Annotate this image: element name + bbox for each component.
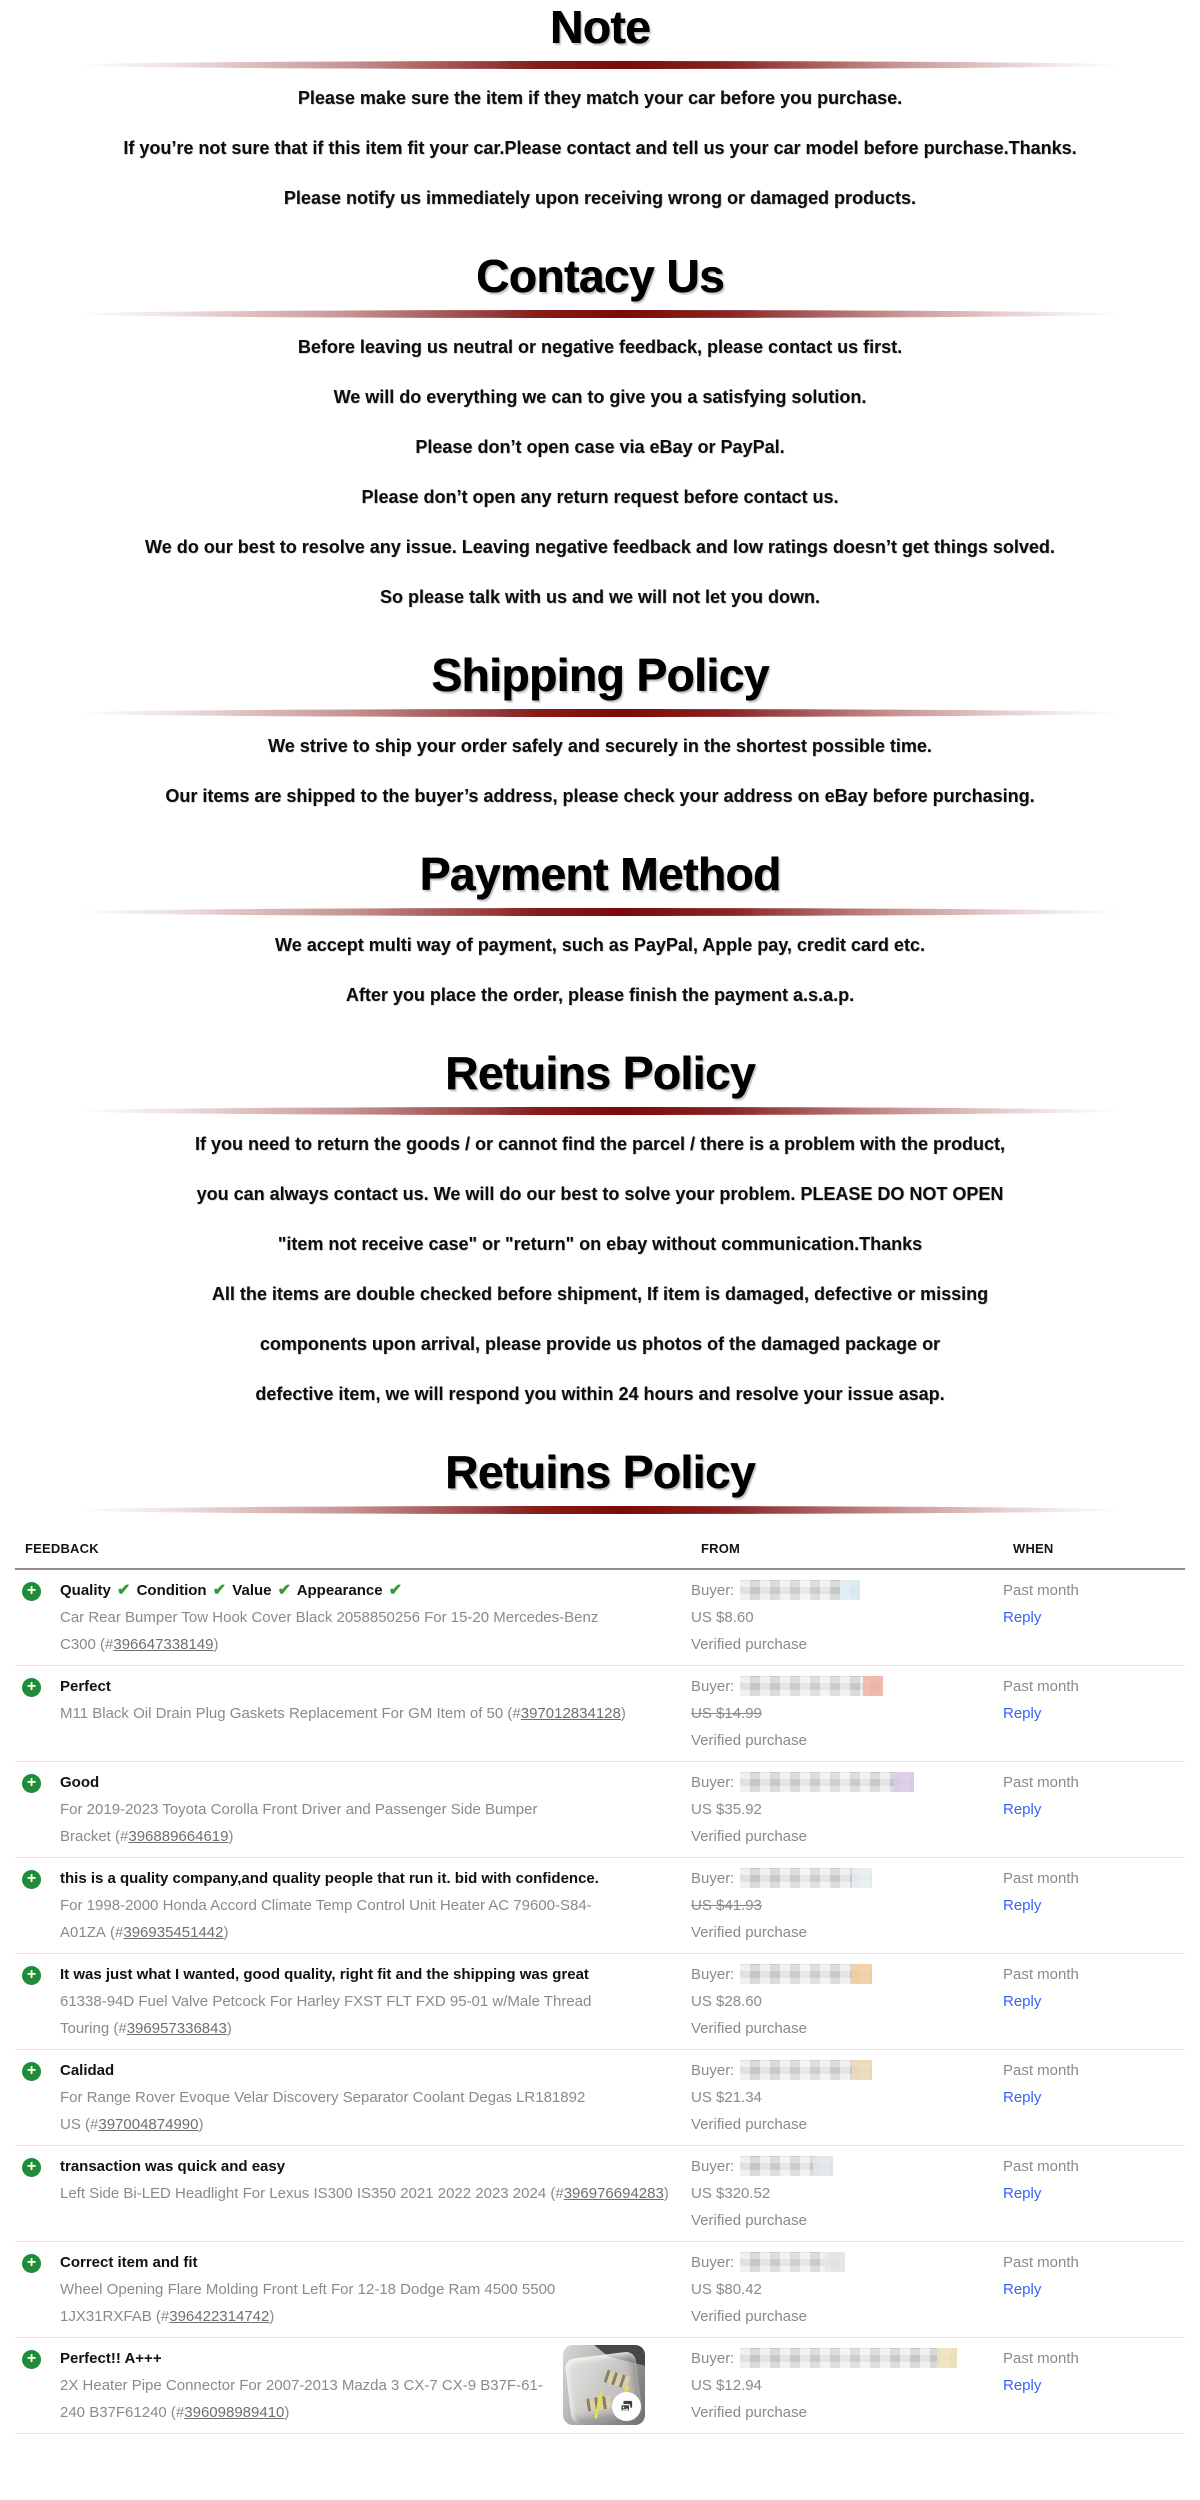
feedback-rating-cell — [15, 2345, 60, 2426]
item-number-link[interactable]: 397004874990 — [98, 2116, 199, 2133]
buyer-name-blur-tint — [852, 2060, 872, 2080]
feedback-title: Perfect — [60, 1678, 111, 1695]
buyer-name-blur-tint — [852, 1964, 872, 1984]
feedback-date: Past month — [1003, 1774, 1079, 1791]
check-icon: ✔ — [388, 1582, 403, 1599]
buyer-name-blur-tint — [813, 2156, 833, 2176]
feedback-photo-thumbnail[interactable] — [563, 2345, 645, 2425]
feedback-row — [15, 1666, 1185, 1762]
buyer-name-blurred — [740, 1580, 860, 1600]
reply-link[interactable]: Reply — [1003, 2281, 1042, 2298]
reply-link[interactable]: Reply — [1003, 2185, 1042, 2202]
verified-purchase-label: Verified purchase — [691, 2308, 807, 2325]
verified-purchase-label: Verified purchase — [691, 2212, 807, 2229]
item-number-suffix: ) — [198, 2116, 204, 2133]
section-underline — [75, 61, 1125, 69]
feedback-item-description — [60, 2276, 673, 2330]
feedback-rating-cell — [15, 2057, 60, 2138]
item-number-suffix: ) — [213, 1636, 219, 1653]
item-number-prefix: (# — [166, 2404, 185, 2421]
buyer-name-blur-tint — [863, 1676, 883, 1696]
section-paragraphs — [0, 935, 1200, 1005]
when-cell — [1003, 2153, 1185, 2234]
feedback-cell — [60, 2057, 691, 2138]
positive-feedback-icon: + — [22, 1870, 41, 1889]
policy-paragraph: We strive to ship your order safely and securely in the shortest possible time. — [268, 736, 932, 756]
buyer-name-blurred — [740, 1868, 872, 1888]
policy-paragraph: "item not receive case" or "return" on ebay without communication.Thanks — [277, 1234, 923, 1254]
section-paragraphs — [0, 1134, 1200, 1404]
feedback-item-description — [60, 1892, 673, 1946]
item-number-prefix: (# — [546, 2185, 564, 2202]
section-underline — [75, 310, 1125, 318]
feedback-text — [60, 2153, 673, 2207]
feedback-text — [60, 2249, 673, 2330]
policy-paragraph: After you place the order, please finish the payment a.s.a.p. — [345, 985, 855, 1005]
feedback-date: Past month — [1003, 1678, 1079, 1695]
column-header-from: FROM — [701, 1541, 741, 1556]
positive-feedback-icon: + — [22, 1966, 41, 1985]
feedback-date: Past month — [1003, 1966, 1079, 1983]
feedback-row — [15, 1954, 1185, 2050]
buyer-label: Buyer: — [691, 1582, 735, 1599]
item-description-text: 2X Heater Pipe Connector For 2007-2013 Mazda 3 CX-7 CX-9 B37F-61-240 B37F61240 — [60, 2377, 543, 2421]
feedback-item-description — [60, 2084, 673, 2138]
feedback-row — [15, 1570, 1185, 1666]
buyer-label: Buyer: — [691, 2062, 735, 2079]
feedback-date: Past month — [1003, 2254, 1079, 2271]
policy-paragraph: defective item, we will respond you within 24 hours and resolve your issue asap. — [255, 1384, 945, 1404]
verified-purchase-label: Verified purchase — [691, 2404, 807, 2421]
item-number-suffix: ) — [228, 1828, 234, 1845]
policy-paragraph: So please talk with us and we will not let you down. — [379, 587, 821, 607]
from-cell — [691, 1961, 1003, 2042]
buyer-label: Buyer: — [691, 1966, 735, 1983]
feedback-text — [60, 1865, 673, 1946]
policy-paragraph: All the items are double checked before shipment, If item is damaged, defective or missing — [211, 1284, 989, 1304]
from-cell — [691, 2153, 1003, 2234]
buyer-label: Buyer: — [691, 1678, 735, 1695]
feedback-title: Correct item and fit — [60, 2254, 198, 2271]
buyer-name-blurred — [740, 1964, 872, 1984]
policy-sections — [0, 1, 1200, 1514]
feedback-item-description — [60, 1700, 673, 1727]
item-description-text: For Range Rover Evoque Velar Discovery Separator Coolant Degas LR181892 US — [60, 2089, 586, 2133]
from-cell — [691, 1673, 1003, 1754]
policy-paragraph: Before leaving us neutral or negative feedback, please contact us first. — [297, 337, 903, 357]
buyer-name-blurred — [740, 2060, 872, 2080]
buyer-name-blur-tint — [840, 1580, 860, 1600]
feedback-rows — [15, 1570, 1185, 2434]
buyer-line — [691, 1769, 1003, 1796]
item-number-suffix: ) — [620, 1705, 626, 1722]
feedback-item-description — [60, 2372, 563, 2426]
purchase-price: US $320.52 — [691, 2185, 771, 2202]
reply-link[interactable]: Reply — [1003, 2089, 1042, 2106]
feedback-date: Past month — [1003, 2158, 1079, 2175]
positive-feedback-icon: + — [22, 1678, 41, 1697]
when-cell — [1003, 1865, 1185, 1946]
purchase-price: US $12.94 — [691, 2377, 762, 2394]
item-number-prefix: (# — [110, 1828, 129, 1845]
policy-paragraph: Please notify us immediately upon receiving wrong or damaged products. — [283, 188, 917, 208]
item-description-text: M11 Black Oil Drain Plug Gaskets Replacement For GM Item of 50 — [60, 1705, 504, 1722]
section-title: Retuins Policy — [445, 1047, 755, 1099]
policy-paragraph: you can always contact us. We will do our best to solve your problem. PLEASE DO NOT OPEN — [196, 1184, 1004, 1204]
feedback-table-header — [15, 1541, 1185, 1570]
buyer-label: Buyer: — [691, 2254, 735, 2271]
buyer-line — [691, 1673, 1003, 1700]
positive-feedback-icon: + — [22, 2062, 41, 2081]
feedback-table — [15, 1541, 1185, 2434]
buyer-line — [691, 1865, 1003, 1892]
section-title: Note — [549, 1, 651, 53]
buyer-name-blurred — [740, 1772, 914, 1792]
section-title: Contacy Us — [475, 250, 725, 302]
from-cell — [691, 2345, 1003, 2426]
feedback-row — [15, 2242, 1185, 2338]
buyer-line — [691, 2249, 1003, 2276]
item-number-link[interactable]: 396976694283 — [563, 2185, 664, 2202]
feedback-text — [60, 1673, 673, 1727]
item-number-suffix: ) — [663, 2185, 669, 2202]
section-title: Retuins Policy — [445, 1446, 755, 1498]
photo-count-badge — [612, 2392, 641, 2421]
policy-paragraph: components upon arrival, please provide us photos of the damaged package or — [259, 1334, 941, 1354]
column-header-feedback: FEEDBACK — [25, 1541, 99, 1556]
section-underline — [75, 1506, 1125, 1514]
item-number-link[interactable]: 396422314742 — [169, 2308, 270, 2325]
feedback-title: Calidad — [60, 2062, 115, 2079]
item-number-prefix: (# — [503, 1705, 521, 1722]
reply-link[interactable]: Reply — [1003, 1609, 1042, 1626]
reply-link[interactable]: Reply — [1003, 1993, 1042, 2010]
policy-paragraph: We do our best to resolve any issue. Leaving negative feedback and low ratings doesn’t get things solved. — [145, 537, 1055, 557]
buyer-label: Buyer: — [691, 1870, 735, 1887]
feedback-date: Past month — [1003, 2062, 1079, 2079]
buyer-name-blurred — [740, 2348, 957, 2368]
section-title: Shipping Policy — [431, 649, 769, 701]
feedback-text — [60, 2345, 563, 2426]
policy-paragraph: Please make sure the item if they match your car before you purchase. — [297, 88, 903, 108]
feedback-rating-cell — [15, 2153, 60, 2234]
item-description-text: Left Side Bi-LED Headlight For Lexus IS300 IS350 2021 2022 2023 2024 — [60, 2185, 547, 2202]
section-underline — [75, 908, 1125, 916]
purchase-price: US $21.34 — [691, 2089, 762, 2106]
buyer-name-blurred — [740, 2252, 845, 2272]
feedback-item-description — [60, 1604, 673, 1658]
buyer-line — [691, 2153, 1003, 2180]
feedback-rating-cell — [15, 1769, 60, 1850]
item-number-prefix: (# — [105, 1924, 124, 1941]
positive-feedback-icon: + — [22, 1774, 41, 1793]
policy-paragraph: Please don’t open case via eBay or PayPal. — [415, 437, 785, 457]
feedback-title: Good — [60, 1774, 100, 1791]
purchase-price: US $35.92 — [691, 1801, 762, 1818]
item-number-link[interactable]: 396889664619 — [128, 1828, 229, 1845]
feedback-rating-cell — [15, 1865, 60, 1946]
item-number-link[interactable]: 396647338149 — [113, 1636, 214, 1653]
buyer-line — [691, 2345, 1003, 2372]
feedback-text — [60, 2057, 673, 2138]
column-header-when: WHEN — [1013, 1541, 1054, 1556]
verified-purchase-label: Verified purchase — [691, 1924, 807, 1941]
feedback-item-description — [60, 2180, 673, 2207]
feedback-title: transaction was quick and easy — [60, 2158, 286, 2175]
positive-feedback-icon: + — [22, 2350, 41, 2369]
policy-section — [0, 1446, 1200, 1514]
item-number-suffix: ) — [223, 1924, 229, 1941]
feedback-title: It was just what I wanted, good quality, right fit and the shipping was great — [60, 1966, 589, 1983]
feedback-rating-cell — [15, 1961, 60, 2042]
buyer-label: Buyer: — [691, 2158, 735, 2175]
feedback-item-description — [60, 1796, 673, 1850]
section-underline — [75, 1107, 1125, 1115]
item-description-text: For 2019-2023 Toyota Corolla Front Driver and Passenger Side Bumper Bracket — [60, 1801, 538, 1845]
feedback-rating-cell — [15, 2249, 60, 2330]
verified-purchase-label: Verified purchase — [691, 1636, 807, 1653]
policy-section — [0, 1047, 1200, 1404]
verified-purchase-label: Verified purchase — [691, 1732, 807, 1749]
feedback-row — [15, 1858, 1185, 1954]
feedback-row — [15, 1762, 1185, 1858]
feedback-item-description — [60, 1988, 673, 2042]
positive-feedback-icon: + — [22, 2254, 41, 2273]
when-cell — [1003, 1673, 1185, 1754]
feedback-date: Past month — [1003, 2350, 1079, 2367]
section-title: Payment Method — [419, 848, 781, 900]
when-cell — [1003, 1577, 1185, 1658]
item-number-link[interactable]: 397012834128 — [520, 1705, 621, 1722]
section-paragraphs — [0, 88, 1200, 208]
purchase-price: US $28.60 — [691, 1993, 762, 2010]
feedback-rating-cell — [15, 1673, 60, 1754]
when-cell — [1003, 1769, 1185, 1850]
when-cell — [1003, 2057, 1185, 2138]
feedback-cell — [60, 1577, 691, 1658]
reply-link[interactable]: Reply — [1003, 1801, 1042, 1818]
item-number-suffix: ) — [269, 2308, 275, 2325]
purchase-price: US $41.93 — [691, 1897, 762, 1914]
item-description-text: For 1998-2000 Honda Accord Climate Temp Control Unit Heater AC 79600-S84-A01ZA — [60, 1897, 592, 1941]
when-cell — [1003, 2345, 1185, 2426]
feedback-cell — [60, 2153, 691, 2234]
reply-link[interactable]: Reply — [1003, 1897, 1042, 1914]
from-cell — [691, 1769, 1003, 1850]
policy-paragraph: We accept multi way of payment, such as PayPal, Apple pay, credit card etc. — [275, 935, 925, 955]
feedback-cell — [60, 2249, 691, 2330]
item-number-prefix: (# — [80, 2116, 99, 2133]
from-cell — [691, 2249, 1003, 2330]
section-underline — [75, 709, 1125, 717]
from-cell — [691, 2057, 1003, 2138]
feedback-row — [15, 2338, 1185, 2434]
item-number-suffix: ) — [226, 2020, 232, 2037]
item-number-link[interactable]: 396098989410 — [184, 2404, 285, 2421]
photo-stack-icon — [619, 2399, 634, 2414]
buyer-name-blur-tint — [894, 1772, 914, 1792]
verified-purchase-label: Verified purchase — [691, 2020, 807, 2037]
feedback-cell — [60, 1673, 691, 1754]
policy-section — [0, 1, 1200, 208]
positive-feedback-icon: + — [22, 2158, 41, 2177]
section-paragraphs — [0, 337, 1200, 607]
buyer-name-blur-tint — [825, 2252, 845, 2272]
feedback-text — [60, 1769, 673, 1850]
feedback-cell — [60, 1961, 691, 2042]
item-number-prefix: (# — [95, 1636, 114, 1653]
from-cell — [691, 1865, 1003, 1946]
item-number-prefix: (# — [151, 2308, 170, 2325]
positive-feedback-icon: + — [22, 1582, 41, 1601]
policy-section — [0, 848, 1200, 1005]
buyer-name-blur-tint — [937, 2348, 957, 2368]
feedback-text — [60, 1961, 673, 2042]
feedback-title: this is a quality company,and quality people that run it. bid with confidence. — [60, 1870, 599, 1887]
check-icon: ✔ — [212, 1582, 227, 1599]
purchase-price: US $8.60 — [691, 1609, 754, 1626]
feedback-rating-cell — [15, 1577, 60, 1658]
item-description-text: Car Rear Bumper Tow Hook Cover Black 2058850256 For 15-20 Mercedes-Benz C300 — [60, 1609, 599, 1653]
buyer-name-blur-tint — [852, 1868, 872, 1888]
section-paragraphs — [0, 736, 1200, 806]
buyer-label: Buyer: — [691, 1774, 735, 1791]
check-icon: ✔ — [277, 1582, 292, 1599]
buyer-line — [691, 1961, 1003, 1988]
rating-category-label: Appearance — [293, 1582, 387, 1599]
rating-category-label: Condition — [132, 1582, 211, 1599]
when-cell — [1003, 1961, 1185, 2042]
feedback-title: Perfect!! A+++ — [60, 2350, 162, 2367]
policy-section — [0, 649, 1200, 806]
item-number-link[interactable]: 396957336843 — [126, 2020, 227, 2037]
feedback-cell — [60, 2345, 691, 2426]
purchase-price: US $80.42 — [691, 2281, 762, 2298]
policy-paragraph: If you need to return the goods / or cannot find the parcel / there is a problem with the product, — [194, 1134, 1006, 1154]
reply-link[interactable]: Reply — [1003, 1705, 1042, 1722]
item-number-suffix: ) — [284, 2404, 290, 2421]
buyer-line — [691, 2057, 1003, 2084]
buyer-line — [691, 1577, 1003, 1604]
feedback-title — [60, 1577, 673, 1604]
verified-purchase-label: Verified purchase — [691, 2116, 807, 2133]
policy-paragraph: If you’re not sure that if this item fit your car.Please contact and tell us your car model before purchase.Thanks. — [123, 138, 1077, 158]
feedback-cell — [60, 1769, 691, 1850]
when-cell — [1003, 2249, 1185, 2330]
purchase-price: US $14.99 — [691, 1705, 762, 1722]
rating-category-label: Quality — [60, 1582, 116, 1599]
buyer-label: Buyer: — [691, 2350, 735, 2367]
reply-link[interactable]: Reply — [1003, 2377, 1042, 2394]
item-number-prefix: (# — [109, 2020, 127, 2037]
feedback-date: Past month — [1003, 1582, 1079, 1599]
policy-section — [0, 250, 1200, 607]
policy-paragraph: Please don’t open any return request before contact us. — [361, 487, 839, 507]
item-description-text: 61338-94D Fuel Valve Petcock For Harley FXST FLT FXD 95-01 w/Male Thread Touring — [60, 1993, 592, 2037]
feedback-date: Past month — [1003, 1870, 1079, 1887]
item-description-text: Wheel Opening Flare Molding Front Left For 12-18 Dodge Ram 4500 5500 1JX31RXFAB — [60, 2281, 556, 2325]
feedback-row — [15, 2050, 1185, 2146]
policy-paragraph: We will do everything we can to give you a satisfying solution. — [333, 387, 867, 407]
item-number-link[interactable]: 396935451442 — [123, 1924, 224, 1941]
rating-category-label: Value — [228, 1582, 276, 1599]
feedback-text — [60, 1577, 673, 1658]
feedback-row — [15, 2146, 1185, 2242]
policy-paragraph: Our items are shipped to the buyer’s address, please check your address on eBay before purchasing. — [165, 786, 1035, 806]
buyer-name-blurred — [740, 1676, 883, 1696]
feedback-cell — [60, 1865, 691, 1946]
check-icon: ✔ — [117, 1582, 131, 1599]
from-cell — [691, 1577, 1003, 1658]
buyer-name-blurred — [740, 2156, 833, 2176]
verified-purchase-label: Verified purchase — [691, 1828, 807, 1845]
